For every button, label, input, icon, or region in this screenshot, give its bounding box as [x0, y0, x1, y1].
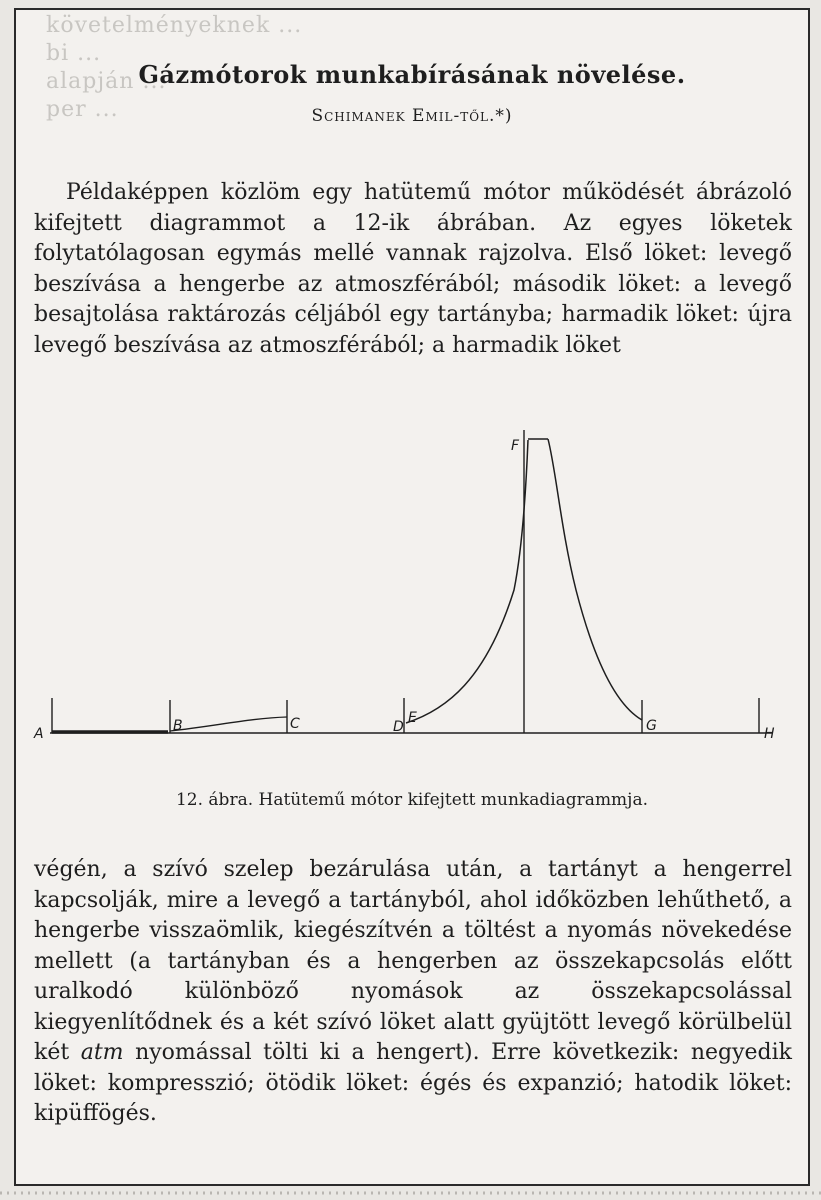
paragraph-text-part: végén, a szívó szelep bezárulása után, a tartányt a hengerrel kapcsolják, mire a levegő a tartányból, ahol időközben lehűthető, a hengerbe visszaömlik, kiegészítvén a töltést a nyomás növekedése mellett (a tartányban és a hengerben az összekapcsolás előtt uralkodó különböző nyomások az összekapcsolással kiegyenlítődnek és a két szívó löket alatt gyüjtött levegő körülbelül két [34, 857, 792, 1065]
article-author: Schimanek Emil-től.*) [311, 106, 513, 126]
figure-caption: 12. ábra. Hatütemű mótor kifejtett munkadiagrammja. [175, 790, 648, 810]
diagram-expansion-curve [548, 439, 642, 720]
label-e: E [408, 710, 417, 726]
book-page [14, 8, 810, 1186]
diagram-compression-curve [406, 440, 528, 723]
bleed-line: bi ... [46, 41, 102, 66]
paragraph-text-part: nyomással tölti ki a hengert). Erre következik: negyedik löket: kompresszió; ötödik löket: égés és expanzió; hatodik löket: kipüffögés. [34, 1040, 792, 1126]
article-title: Gázmótorok munkabírásának növelése. [138, 60, 686, 89]
label-d: D [393, 719, 404, 735]
bleed-line: per ... [46, 97, 119, 122]
paragraph-continued [34, 855, 792, 1130]
diagram-curve-bc [170, 717, 287, 731]
label-b: B [173, 718, 183, 734]
work-diagram-figure [16, 410, 810, 770]
paragraph-intro: Példaképpen közlöm egy hatütemű mótor működését ábrázoló kifejtett diagrammot a 12-ik ábrában. Az egyes löketek folytatólagosan egymás mellé vannak rajzolva. Első löket: levegő beszívása a hengerbe az atmoszférából; második löket: a levegő besajtolása raktározás céljából egy tartányba; harmadik löket: újra levegő beszívása az atmoszférából; a harmadik löket [34, 180, 792, 358]
bleed-line: alapján ... [46, 69, 167, 94]
bleed-line: követelményeknek ... [46, 13, 303, 38]
label-f: F [511, 438, 520, 454]
label-a: A [34, 726, 44, 742]
label-h: H [764, 726, 775, 742]
label-g: G [646, 718, 657, 734]
atm-unit: atm [80, 1040, 124, 1065]
page-edge-strip [0, 1185, 821, 1200]
label-c: C [290, 716, 300, 732]
